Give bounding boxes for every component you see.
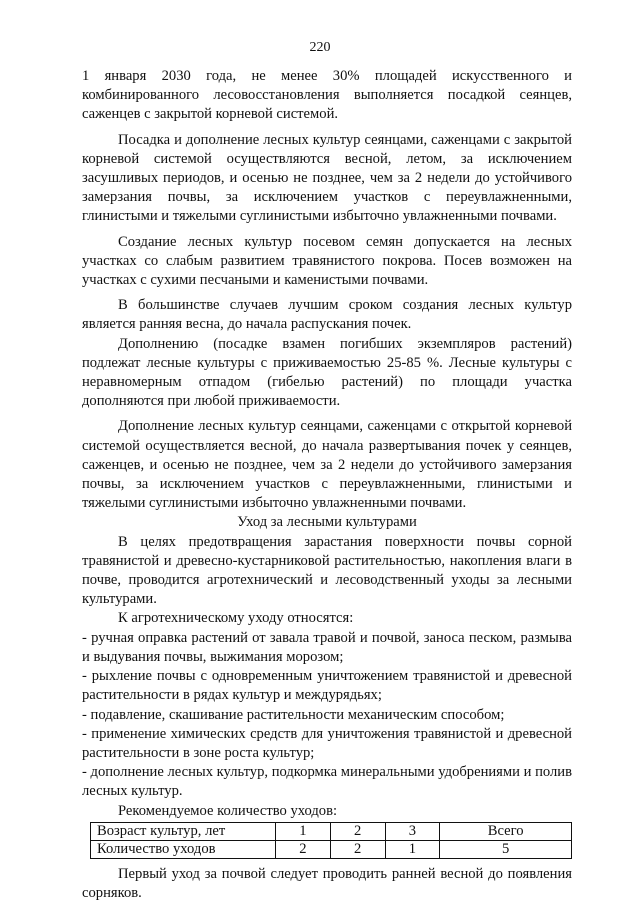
paragraph: Дополнение лесных культур сеянцами, саженцами с открытой корневой системой осуществляется весной, до начала развертывания почек у сеянцев, саженцев, и осенью не позднее, чем за 2 недели до устойчивого замерзания почвы, за исключением участков с переувлажненными, глинистыми и тяжелыми суглинистыми избыточно увлажненными почвами. (82, 418, 572, 512)
table-cell: Возраст культур, лет (91, 822, 276, 840)
paragraph: Создание лесных культур посевом семян допускается на лесных участках со слабым развитием травянистого покрова. Посев возможен на участках с сухими песчаными и каменистыми почвами. (82, 233, 572, 289)
list-item: - дополнение лесных культур, подкормка минеральными удобрениями и полив лесных культур. (82, 764, 572, 800)
table-cell: 2 (276, 840, 331, 858)
table-row (91, 840, 572, 858)
list-item: - применение химических средств для уничтожения травянистой и древесной растительности в зоне роста культур; (82, 725, 572, 761)
table-caption: Рекомендуемое количество уходов: (118, 802, 338, 819)
section-title: Уход за лесными культурами (237, 514, 417, 531)
paragraph: 1 января 2030 года, не менее 30% площадей искусственного и комбинированного лесовосстановления выполняется посадкой сеянцев, саженцев с закрытой корневой системой. (82, 68, 572, 123)
paragraph: Первый уход за почвой следует проводить ранней весной до появления сорняков. (82, 865, 572, 901)
table-cell: 3 (385, 822, 440, 840)
page-number: 220 (309, 40, 331, 55)
care-count-table (90, 822, 572, 859)
table-cell: 1 (276, 822, 331, 840)
list-item: - ручная оправка растений от завала травой и почвой, заноса песком, размыва и выдувания почвы, выжимания морозом; (82, 629, 572, 665)
list-item: - рыхление почвы с одновременным уничтожением травянистой и древесной растительности в рядах культур и междурядьях; (82, 668, 572, 704)
table-row (91, 822, 572, 840)
table-cell: 2 (330, 822, 385, 840)
table-cell: 2 (330, 840, 385, 858)
table-cell: Количество уходов (91, 840, 276, 858)
paragraph: Дополнению (посадке взамен погибших экземпляров растений) подлежат лесные культуры с приживаемостью 25-85 %. Лесные культуры с неравномерным отпадом (гибелью растений) по площади участка дополняются при любой приживаемости. (82, 335, 572, 410)
paragraph: В большинстве случаев лучшим сроком создания лесных культур является ранняя весна, до начала распускания почек. (82, 297, 572, 333)
paragraph: К агротехническому уходу относятся: (118, 610, 354, 627)
list-item: - подавление, скашивание растительности механическим способом; (82, 706, 505, 723)
paragraph: Посадка и дополнение лесных культур сеянцами, саженцами с закрытой корневой системой осуществляются весной, летом, за исключением засушливых периодов, и осенью не позднее, чем за 2 недели до устойчивого замерзания почвы, за исключением участков с переувлажненными, глинистыми и тяжелыми суглинистыми избыточно увлажненными почвами. (82, 131, 572, 225)
document-body (82, 67, 572, 903)
table-cell: 1 (385, 840, 440, 858)
table-cell: Всего (440, 822, 572, 840)
paragraph: В целях предотвращения зарастания поверхности почвы сорной травянистой и древесно-кустарниковой растительностью, накопления влаги в почве, проводится агротехнический и лесоводственный уходы за лесными культурами. (82, 533, 572, 608)
table-cell: 5 (440, 840, 572, 858)
